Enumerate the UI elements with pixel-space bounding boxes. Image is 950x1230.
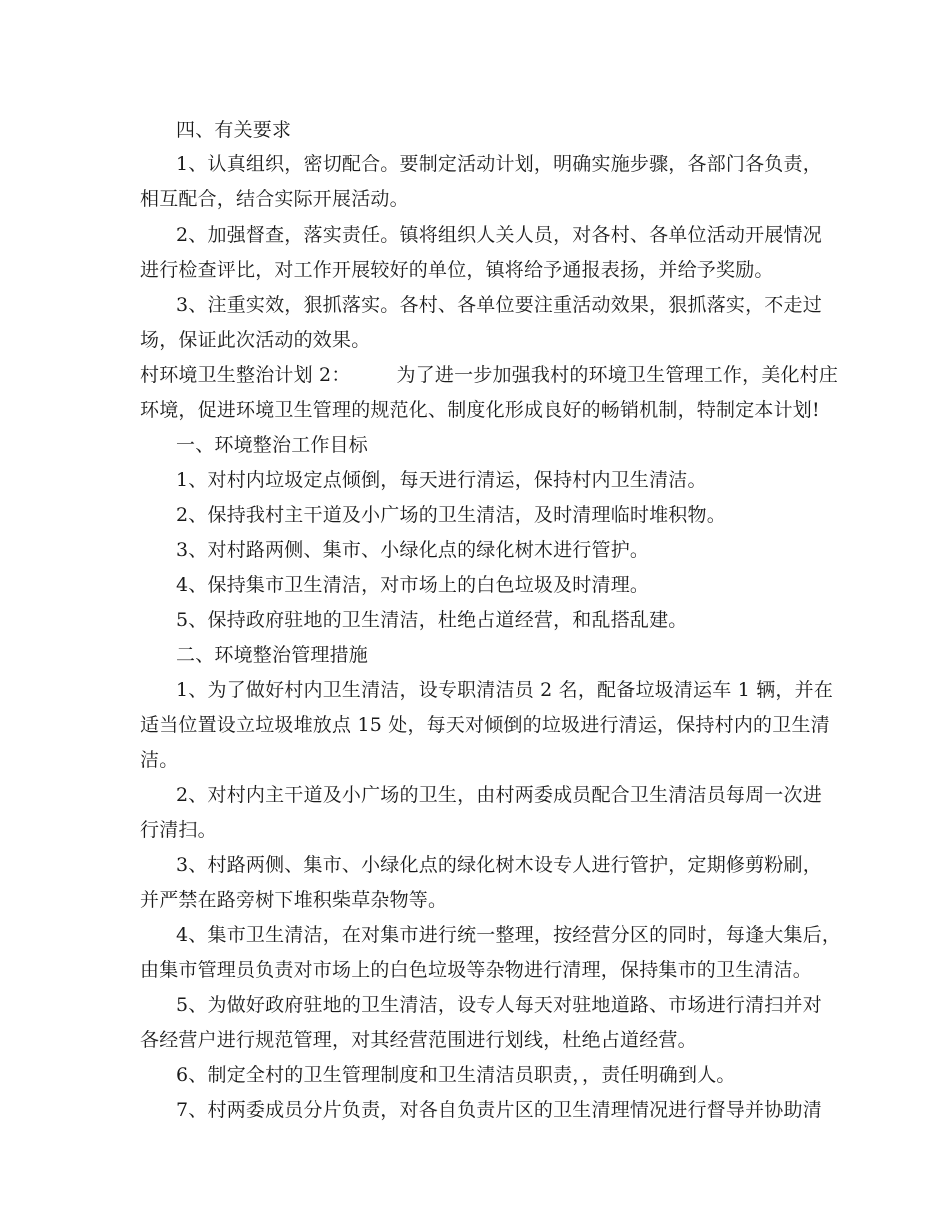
paragraph-line: 3、注重实效，狠抓落实。各村、各单位要注重活动效果，狠抓落实，不走过 bbox=[176, 294, 822, 316]
plan-title: 村环境卫生整治计划 2： bbox=[140, 364, 351, 386]
plan-intro: 为了进一步加强我村的环境卫生管理工作，美化村庄 bbox=[396, 364, 839, 386]
list-item: 1、对村内垃圾定点倾倒，每天进行清运，保持村内卫生清洁。 bbox=[176, 469, 707, 491]
paragraph-line: 环境，促进环境卫生管理的规范化、制度化形成良好的畅销机制，特制定本计划! bbox=[140, 399, 820, 421]
list-item: 2、保持我村主干道及小广场的卫生清洁，及时清理临时堆积物。 bbox=[176, 504, 726, 526]
paragraph-line: 3、村路两侧、集市、小绿化点的绿化树木设专人进行管护，定期修剪粉刷， bbox=[176, 854, 822, 876]
paragraph-line: 1、为了做好村内卫生清洁，设专职清洁员 2 名，配备垃圾清运车 1 辆，并在 bbox=[176, 679, 834, 701]
paragraph-line: 4、集市卫生清洁，在对集市进行统一整理，按经营分区的同时，每逢大集后， bbox=[176, 924, 842, 946]
paragraph-line: 2、加强督查，落实责任。镇将组织人关人员，对各村、各单位活动开展情况 bbox=[176, 224, 822, 246]
list-item: 4、保持集市卫生清洁，对市场上的白色垃圾及时清理。 bbox=[176, 574, 650, 596]
paragraph-line: 6、制定全村的卫生管理制度和卫生清洁员职责，，责任明确到人。 bbox=[176, 1064, 736, 1086]
paragraph-line: 相互配合，结合实际开展活动。 bbox=[140, 188, 409, 210]
section-heading-requirements: 四、有关要求 bbox=[176, 119, 292, 141]
paragraph-line: 场，保证此次活动的效果。 bbox=[140, 329, 371, 351]
plan-title-line bbox=[140, 363, 838, 387]
section-heading-measures: 二、环境整治管理措施 bbox=[176, 644, 369, 666]
paragraph-line: 由集市管理员负责对市场上的白色垃圾等杂物进行清理，保持集市的卫生清洁。 bbox=[140, 959, 813, 981]
paragraph-line: 并严禁在路旁树下堆积柴草杂物等。 bbox=[140, 889, 448, 911]
paragraph-line: 1、认真组织，密切配合。要制定活动计划，明确实施步骤，各部门各负责， bbox=[176, 153, 822, 175]
list-item: 5、保持政府驻地的卫生清洁，杜绝占道经营，和乱搭乱建。 bbox=[176, 609, 688, 631]
paragraph-line: 各经营户进行规范管理，对其经营范围进行划线，杜绝占道经营。 bbox=[140, 1029, 697, 1051]
section-heading-goals: 一、环境整治工作目标 bbox=[176, 434, 369, 456]
paragraph-line: 5、为做好政府驻地的卫生清洁，设专人每天对驻地道路、市场进行清扫并对 bbox=[176, 994, 822, 1016]
paragraph-line: 7、村两委成员分片负责，对各自负责片区的卫生清理情况进行督导并协助清 bbox=[176, 1099, 822, 1121]
paragraph-line: 洁。 bbox=[140, 749, 179, 771]
paragraph-line: 进行检查评比，对工作开展较好的单位，镇将给予通报表扬，并给予奖励。 bbox=[140, 259, 774, 281]
paragraph-line: 2、对村内主干道及小广场的卫生，由村两委成员配合卫生清洁员每周一次进 bbox=[176, 784, 822, 806]
paragraph-line: 行清扫。 bbox=[140, 819, 217, 841]
list-item: 3、对村路两侧、集市、小绿化点的绿化树木进行管护。 bbox=[176, 539, 650, 561]
paragraph-line: 适当位置设立垃圾堆放点 15 处，每天对倾倒的垃圾进行清运，保持村内的卫生清 bbox=[140, 714, 830, 736]
